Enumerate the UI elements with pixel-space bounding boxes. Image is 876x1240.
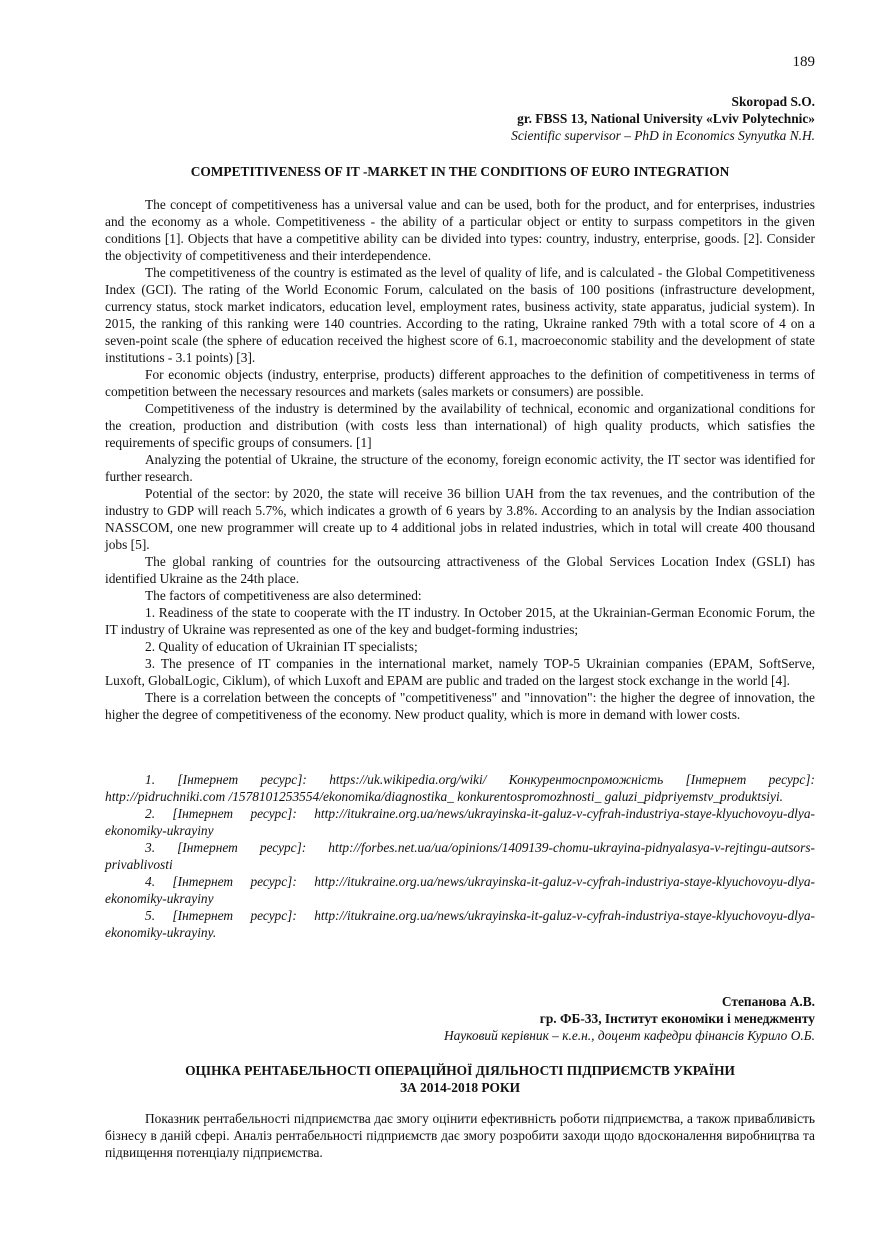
article2-title-line2: ЗА 2014-2018 РОКИ	[399, 1080, 521, 1095]
list-item: 3. The presence of IT companies in the international market, namely TOP-5 Ukrainian companies (EPAM, SoftServe, Luxoft, GlobalLogic, Ciklum), of which Luxoft and EPAM are public and traded on the largest stock exchange in the world [4].	[105, 656, 815, 688]
article2-affiliation: гр. ФБ-33, Інститут економіки і менеджменту	[539, 1011, 815, 1026]
article1-affiliation: gr. FBSS 13, National University «Lviv Polytechnic»	[517, 111, 815, 126]
reference-item: 2. [Інтернет ресурс]: http://itukraine.org.ua/news/ukrayinska-it-galuz-v-cyfrah-industriya-staye-klyuchovoyu-dlya-ekonomiky-ukrayiny	[105, 806, 815, 838]
article2-header	[105, 993, 815, 1044]
article1-header	[105, 93, 815, 144]
article1-title: COMPETITIVENESS OF IT -MARKET IN THE CONDITIONS OF EURO INTEGRATION	[190, 164, 730, 179]
references-list	[105, 771, 815, 941]
paragraph: There is a correlation between the concepts of "competitiveness" and "innovation": the higher the degree of innovation, the higher the degree of competitiveness of the economy. New product quality, which is more in demand with lower costs.	[105, 690, 815, 722]
article2-title	[105, 1062, 815, 1096]
article2-body	[105, 1110, 815, 1161]
paragraph: The concept of competitiveness has a universal value and can be used, both for the product, and for enterprises, industries and the economy as a whole. Competitiveness - the ability of a particular object or entity to surpass competitors in the given conditions [1]. Objects that have a competitive ability can be divided into types: country, industry, enterprise, goods. [2]. Consider the objectivity of competitiveness and their interdependence.	[105, 197, 815, 263]
list-item: 2. Quality of education of Ukrainian IT specialists;	[145, 639, 418, 654]
paragraph: The global ranking of countries for the outsourcing attractiveness of the Global Services Location Index (GSLI) has identified Ukraine as the 24th place.	[105, 554, 815, 586]
article2-supervisor: Науковий керівник – к.е.н., доцент кафедри фінансів Курило О.Б.	[444, 1028, 815, 1043]
reference-item: 3. [Інтернет ресурс]: http://forbes.net.ua/ua/opinions/1409139-chomu-ukrayina-pidnyalasya-v-rejtingu-autsors-privablivosti	[105, 840, 815, 872]
article1-author: Skoropad S.O.	[731, 94, 815, 109]
article2-title-line1: ОЦІНКА РЕНТАБЕЛЬНОСТІ ОПЕРАЦІЙНОЇ ДІЯЛЬНОСТІ ПІДПРИЄМСТВ УКРАЇНИ	[185, 1063, 735, 1078]
list-item: 1. Readiness of the state to cooperate with the IT industry. In October 2015, at the Ukrainian-German Economic Forum, the IT industry of Ukraine was represented as one of the key and budget-forming industries;	[105, 605, 815, 637]
reference-item: 4. [Інтернет ресурс]: http://itukraine.org.ua/news/ukrayinska-it-galuz-v-cyfrah-industriya-staye-klyuchovoyu-dlya-ekonomiky-ukrayiny	[105, 874, 815, 906]
reference-item: 5. [Інтернет ресурс]: http://itukraine.org.ua/news/ukrayinska-it-galuz-v-cyfrah-industriya-staye-klyuchovoyu-dlya-ekonomiky-ukrayiny.	[105, 908, 815, 940]
article1-body	[105, 196, 815, 723]
paragraph: For economic objects (industry, enterprise, products) different approaches to the definition of competitiveness in terms of competition between the necessary resources and markets (sales markets or consumers) are possible.	[105, 367, 815, 399]
paragraph: Analyzing the potential of Ukraine, the structure of the economy, foreign economic activity, the IT sector was identified for further research.	[105, 452, 815, 484]
paragraph: Competitiveness of the industry is determined by the availability of technical, economic and organizational conditions for the creation, production and distribution (with costs less than international) of high quality products, which satisfies the requirements of specific groups of consumers. [1]	[105, 401, 815, 450]
paragraph: The factors of competitiveness are also determined:	[145, 588, 422, 603]
article1-supervisor: Scientific supervisor – PhD in Economics Synyutka N.H.	[511, 128, 815, 143]
article2-author: Степанова А.В.	[721, 994, 815, 1009]
reference-item: 1. [Інтернет ресурс]: https://uk.wikipedia.org/wiki/ Конкурентоспроможність [Інтернет ресурс]: http://pidruchniki.com /1578101253554/ekonomika/diagnostika_ konkurentospromozhnosti_ galuzi_pidpriyemstv_produktsiyi.	[105, 772, 815, 804]
paragraph: Показник рентабельності підприємства дає змогу оцінити ефективність роботи підприємства, а також привабливість бізнесу в даній сфері. Аналіз рентабельності підприємств дає змогу розробити заходи щодо вдосконалення виробництва та підвищення потенціалу підприємства.	[105, 1111, 815, 1160]
paragraph: Potential of the sector: by 2020, the state will receive 36 billion UAH from the tax revenues, and the contribution of the industry to GDP will reach 5.7%, which indicates a growth of 6 years by 3.8%. According to an analysis by the Indian association NASSCOM, one new programmer will create up to 4 additional jobs in related industries, which in total will create 400 thousand jobs [5].	[105, 486, 815, 552]
page-number: 189	[792, 54, 815, 70]
paragraph: The competitiveness of the country is estimated as the level of quality of life, and is calculated - the Global Competitiveness Index (GCI). The rating of the World Economic Forum, calculated on the basis of 100 positions (infrastructure development, currency status, stock market indicators, education level, employment rates, business activity, state apparatus, judicial system). In 2015, the ranking of this ranking were 140 countries. According to the rating, Ukraine ranked 79th with a total score of 4 on a seven-point scale (the sphere of education received the highest score of 6.1, macroeconomic stability and the development of state institutions - 3.1 points) [3].	[105, 265, 815, 365]
